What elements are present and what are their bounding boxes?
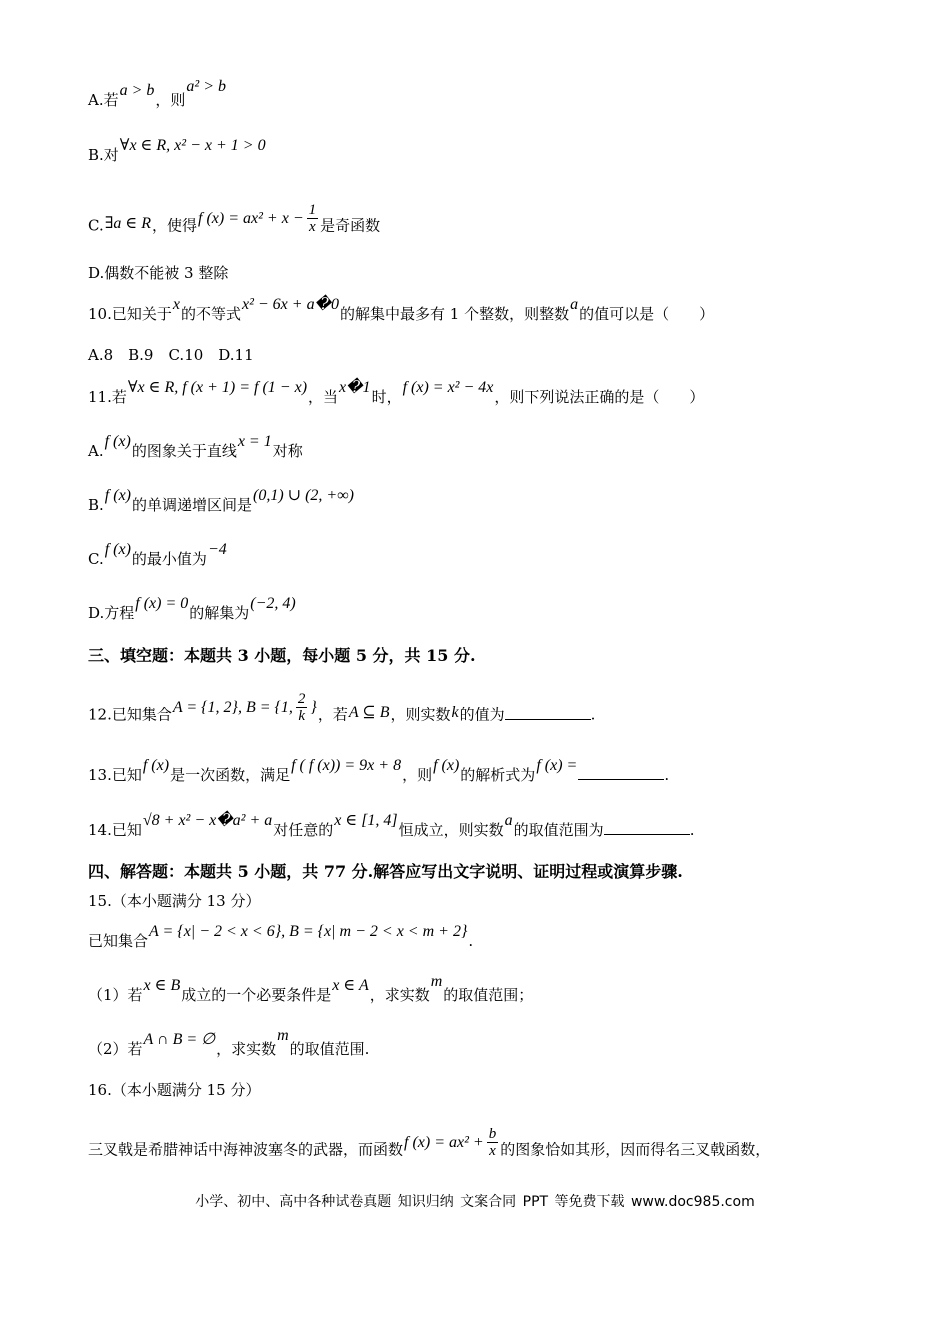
text: ，当 [308,388,339,406]
fraction [487,1126,499,1159]
q11-option-d [88,595,297,624]
math: f (x) = 0 [135,595,189,612]
text: 对称 [272,442,303,460]
math: f (x) = [536,757,578,774]
text: 10.已知关于 [88,305,172,323]
question-12 [88,691,596,732]
option-label: D.方程 [88,604,135,622]
question-16-title: 16.（本小题满分 15 分） [88,1081,261,1099]
question-15-sets [88,923,474,952]
text: 成立的一个必要条件是 [181,986,332,1004]
text: . [664,766,670,784]
text: 是一次函数，满足 [170,766,291,784]
question-15-part-1 [88,973,534,1006]
math: ∀x ∈ R, f (x + 1) = f (1 − x) [127,379,308,396]
page-footer: 小学、初中、高中各种试卷真题 知识归纳 文案合同 PPT 等免费下载 www.doc985.com [195,1194,755,1210]
option-label: C. [88,550,104,568]
text: 是奇函数 [320,216,381,235]
question-10 [88,296,715,325]
question-16-text [88,1126,771,1167]
numerator: b [488,1126,497,1142]
text: ，求实数 [216,1040,277,1058]
answer-blank[interactable] [604,820,690,835]
question-14 [88,812,695,841]
math: f (x) [104,541,131,558]
q11-option-c [88,541,228,570]
text: ，求实数 [369,986,430,1004]
math: x ∈ B [143,977,181,994]
text: . [689,821,695,839]
q11-option-a [88,433,303,462]
option-label: B. [88,496,104,514]
denominator: x [489,1143,496,1159]
answer-blank[interactable] [505,705,591,720]
math: f (x) = ax² + [404,1133,484,1151]
math: A = {1, 2}, B = {1, [172,698,293,716]
section-heading-solutions: 四、解答题：本题共 5 小题，共 77 分.解答应写出文字说明、证明过程或演算步骤. [88,862,683,881]
text: 的值可以是（ ） [579,305,715,323]
math: f (x) [104,433,131,450]
text: 的单调递增区间是 [132,496,253,514]
text: ，使得 [152,216,198,235]
math: a [504,812,513,829]
math: x [172,296,180,313]
fraction [296,691,308,724]
text: ，则 [155,91,186,109]
math: A ∩ B = ∅ [143,1031,216,1048]
q9-option-a [88,78,227,111]
math: (0,1) ∪ (2, +∞) [253,487,354,504]
math: a [570,296,579,313]
text: ，若 [317,705,348,724]
q9-option-d: D.偶数不能被 3 整除 [88,264,229,282]
q9-option-b [88,137,267,166]
math: f (x) [433,757,460,774]
denominator: x [309,219,316,235]
math: ∀x ∈ R, x² − x + 1 > 0 [119,137,266,154]
text: 已知集合 [88,932,149,950]
text: ，则下列说法正确的是（ ） [494,388,705,406]
text: 的图象恰如其形，因而得名三叉戟函数， [500,1140,771,1159]
option-label: A. [88,442,104,460]
question-13 [88,757,670,786]
text: ，则 [402,766,433,784]
math: k [451,703,459,721]
text: ，则实数 [390,705,451,724]
math: x ∈ A [332,977,369,994]
text: 恒成立，则实数 [398,821,504,839]
math: f (x) = ax² + x − [198,209,304,227]
fraction [307,202,319,235]
text: 的值为 [459,705,505,724]
math: a² > b [186,78,227,95]
math: x ∈ [1, 4] [334,812,398,829]
text: . [468,932,474,950]
math: A = {x| − 2 < x < 6}, B = {x| m − 2 < x < m + 2} [149,923,468,940]
text: 的解析式为 [460,766,536,784]
math: A ⊆ B [348,703,390,721]
question-15-title: 15.（本小题满分 13 分） [88,892,261,910]
text: 的取值范围； [443,986,534,1004]
option-label: B.对 [88,146,119,164]
text: （2）若 [88,1040,143,1058]
math: a > b [119,82,155,99]
q9-option-c [88,202,381,243]
option-label: A.若 [88,91,119,109]
section-heading-fill-in: 三、填空题：本题共 3 小题，每小题 5 分，共 15 分. [88,646,476,665]
text: 时， [371,388,402,406]
text: 的不等式 [180,305,241,323]
numerator: 2 [297,691,306,707]
q11-option-b [88,487,355,516]
text: 12.已知集合 [88,705,172,724]
math: x�1 [339,379,371,396]
answer-blank[interactable] [578,765,664,780]
math: f (x) [104,487,131,504]
text: 对任意的 [273,821,334,839]
text: 的解集中最多有 1 个整数，则整数 [339,305,570,323]
question-11 [88,379,705,408]
math: f (x) [142,757,170,774]
question-10-options: A.8 B.9 C.10 D.11 [88,346,254,364]
math: f (x) = x² − 4x [402,379,494,396]
text: （1）若 [88,986,143,1004]
math: (−2, 4) [250,595,296,612]
math: −4 [207,541,227,558]
denominator: k [298,708,305,724]
math: √8 + x² − x�a² + a [142,812,273,829]
math: ∃a ∈ R [104,214,152,232]
text: 11.若 [88,388,127,406]
math: x² − 6x + a�0 [241,296,339,313]
math: m [277,1027,289,1044]
text: 三叉戟是希腊神话中海神波塞冬的武器，而函数 [88,1140,404,1159]
question-15-part-2 [88,1027,370,1060]
text: . [590,705,596,724]
text: 的最小值为 [131,550,207,568]
math: x = 1 [237,433,272,450]
math: m [430,973,443,990]
text: 的图象关于直线 [131,442,237,460]
numerator: 1 [308,202,317,218]
text: 的解集为 [189,604,250,622]
text: 14.已知 [88,821,142,839]
math: f ( f (x)) = 9x + 8 [291,757,402,774]
text: 的取值范围为 [513,821,604,839]
text: 13.已知 [88,766,142,784]
text: 的取值范围. [289,1040,370,1058]
option-label: C. [88,216,104,235]
math: } [310,698,317,716]
